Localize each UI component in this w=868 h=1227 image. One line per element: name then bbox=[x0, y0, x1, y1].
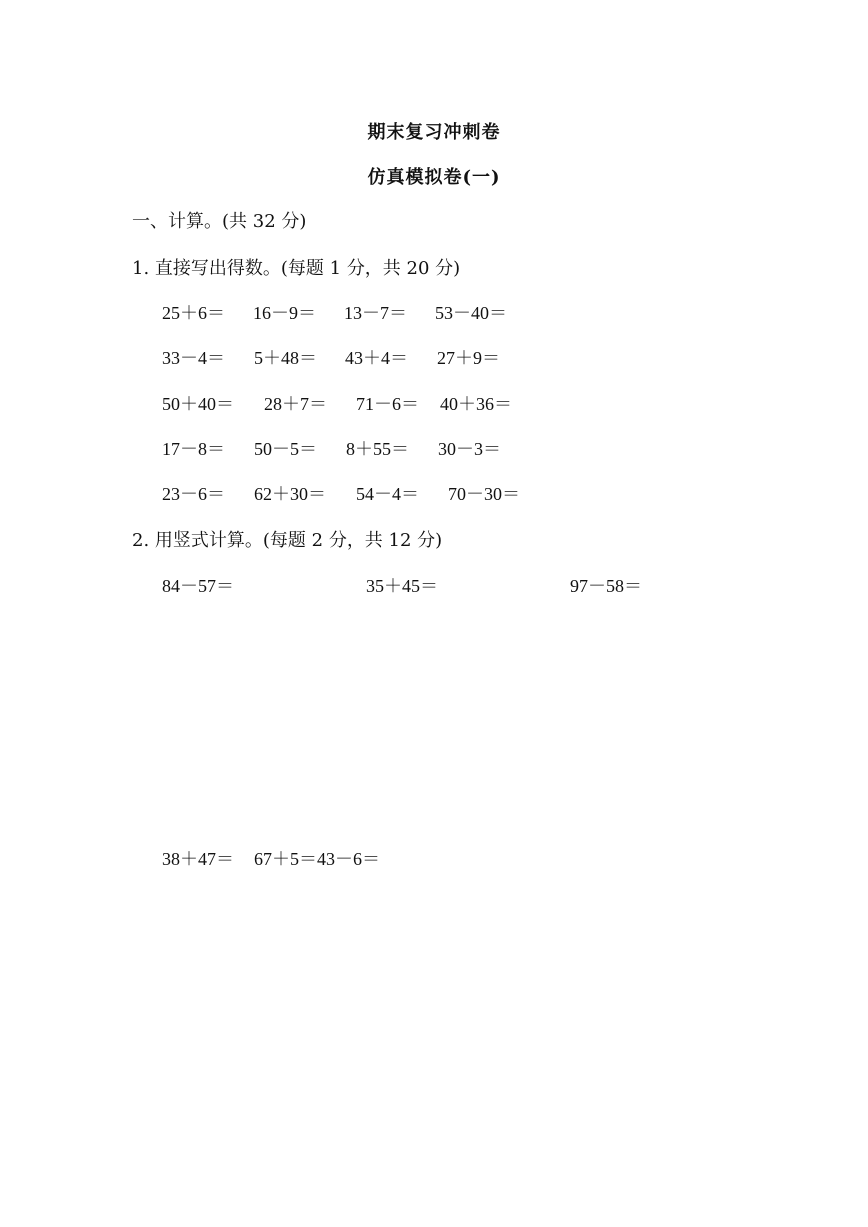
calc-item: 23－6＝ bbox=[162, 484, 225, 504]
question-1-heading: 1. 直接写出得数。(每题 1 分，共 20 分) bbox=[132, 258, 461, 279]
calc-item: 50－5＝ bbox=[254, 439, 317, 459]
calc-item: 70－30＝ bbox=[448, 484, 520, 504]
vertical-calc-item: 38＋47＝ bbox=[162, 849, 234, 869]
calc-item: 62＋30＝ bbox=[254, 484, 326, 504]
calc-row-3 bbox=[162, 390, 512, 416]
calc-item: 53－40＝ bbox=[435, 303, 507, 323]
vertical-calc-item: 35＋45＝ bbox=[366, 576, 438, 596]
calc-item: 25＋6＝ bbox=[162, 303, 225, 323]
page-title: 期末复习冲刺卷 bbox=[367, 122, 501, 143]
vertical-calc-item: 84－57＝ bbox=[162, 576, 234, 596]
vertical-calc-row-2 bbox=[162, 845, 380, 871]
calc-item: 5＋48＝ bbox=[254, 348, 317, 368]
calc-item: 33－4＝ bbox=[162, 348, 225, 368]
calc-item: 43＋4＝ bbox=[345, 348, 408, 368]
calc-item: 8＋55＝ bbox=[346, 439, 409, 459]
calc-item: 50＋40＝ bbox=[162, 394, 234, 414]
calc-item: 27＋9＝ bbox=[437, 348, 500, 368]
calc-row-5 bbox=[162, 480, 520, 506]
section-heading: 一、计算。(共 32 分) bbox=[132, 211, 307, 232]
calc-item: 13－7＝ bbox=[344, 303, 407, 323]
calc-item: 40＋36＝ bbox=[440, 394, 512, 414]
calc-item: 16－9＝ bbox=[253, 303, 316, 323]
calc-row-4 bbox=[162, 435, 501, 461]
calc-item: 28＋7＝ bbox=[264, 394, 327, 414]
calc-row-2 bbox=[162, 344, 500, 370]
question-2-heading: 2. 用竖式计算。(每题 2 分，共 12 分) bbox=[132, 530, 443, 551]
vertical-calc-item: 67＋5＝43－6＝ bbox=[254, 849, 380, 869]
calc-item: 71－6＝ bbox=[356, 394, 419, 414]
calc-row-1 bbox=[162, 299, 507, 325]
calc-item: 17－8＝ bbox=[162, 439, 225, 459]
calc-item: 30－3＝ bbox=[438, 439, 501, 459]
calc-item: 54－4＝ bbox=[356, 484, 419, 504]
page-subtitle: 仿真模拟卷(一) bbox=[367, 167, 501, 188]
vertical-calc-item: 97－58＝ bbox=[570, 576, 642, 596]
